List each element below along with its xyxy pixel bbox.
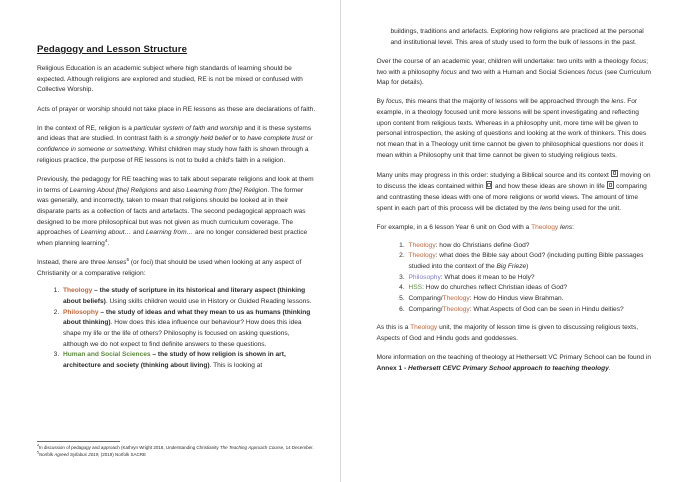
lesson-term-theology: Theology xyxy=(442,305,470,313)
list-item: 1. Theology – the study of scripture in its historical and literary aspect (thinking about beliefs). Using skills children would use in History or Guided Reading lessons. xyxy=(61,286,316,307)
lesson-term-theology: Theology xyxy=(442,294,470,302)
page-right xyxy=(342,0,683,482)
list-item: 2. Philosophy – the study of ideas and what they mean to us as humans (thinking about thinking). How does this idea influence our behaviour? How does this idea shape my life or the life of others? Philosophy is focused on asking questions, although we do not expect to find definite answers to these questions. xyxy=(61,308,316,351)
footnote-4: $^4$In discussion of pedagogy and approach (Kathryn Wright 2018, Understanding Christianity The Teaching Approach Course, 14 December. xyxy=(37,443,314,450)
paragraph-example-intro: For example, in a 6 lesson Year 6 unit on God with a Theology lens: xyxy=(376,223,574,231)
footnote-5: $^5$Norfolk Agreed Syllabus 2019, (2019) Norfolk SACRE xyxy=(37,450,147,458)
footnote-4-marker: 4 xyxy=(37,443,39,447)
lesson-term-hss: HSS xyxy=(408,284,423,292)
list-item: 1. Theology: how do Christians define God? xyxy=(407,241,654,252)
lens-list xyxy=(37,286,316,371)
list-item: 3. Philosophy: What does it mean to be Holy? xyxy=(407,273,654,284)
paragraph-intro xyxy=(37,64,316,96)
emph-learning-about-religions: Learning About [the] Religions xyxy=(69,186,158,194)
page-title: Pedagogy and Lesson Structure xyxy=(37,44,188,55)
footnote-ref-4[interactable]: 4 xyxy=(104,237,108,243)
paragraph-academic-year: Over the course of an academic year, children will undertake: two units with a theology focus; two with a philosophy focus and two with a Human and Social Sciences focus (see Curriculum Map for details). xyxy=(376,57,652,87)
emph-complete-trust: have complete trust or confidence in someone or something xyxy=(37,135,313,154)
arrow-glyph-icon xyxy=(607,181,614,188)
emph-big-frieze: Big Frieze xyxy=(496,262,527,270)
lesson-term-philosophy: Philosophy xyxy=(408,273,441,281)
list-item: 3. Human and Social Sciences – the study of how religion is shown in art, architecture and society (thinking about living). This is looking at xyxy=(61,350,316,371)
arrow-glyph-icon xyxy=(486,181,493,188)
lens-term-hss: Human and Social Sciences xyxy=(63,351,151,359)
example-lesson-list xyxy=(377,241,654,316)
paragraph-previously: Previously, the pedagogy for RE teaching was to talk about separate religions and look at them in terms of Learning About [the] Religions and also Learning from [the] Religion. The former was generally, and incorrectly, taken to mean that religions should be looked at in their disparate parts as a collection of facts and artefacts. The second pedagogical approach was designed to be more philosophical but was not given as much curriculum coverage. The approaches of Learning about… and Learning from… are no longer considered best practice when planning learning$^4$. xyxy=(37,175,314,247)
paragraph-context: In the context of RE, religion is a particular system of faith and worship and it is these systems and ideas that are studied. In contrast faith is a strongly held belief or to have complete trust or confidence in someone or something. Whilst children may study how faith is shown through a religious practice, the purpose of RE lessons is not to build a child's faith in a religion. xyxy=(37,124,313,164)
paragraph-as-this-is: As this is a Theology unit, the majority of lesson time is given to discussing religious texts, Aspects of God and Hindu gods and goddesses. xyxy=(376,324,639,342)
list-item: 6. Comparing/Theology: What Aspects of God can be seen in Hindu deities? xyxy=(407,305,654,316)
footnote-separator-rule xyxy=(37,441,120,442)
lesson-term-theology: Theology xyxy=(408,241,436,249)
emph-learning-from: Learning from… xyxy=(145,229,194,237)
lesson-term-theology: Theology xyxy=(408,252,436,260)
footnote-5-marker: 5 xyxy=(37,450,39,455)
paragraph-buildings-continuation: buildings, traditions and artefacts. Exploring how religions are practiced at the personal and institutional level. This area of study used to form the bulk of lessons in the past. xyxy=(390,28,644,46)
emph-learning-about: Learning about… xyxy=(80,229,132,237)
emph-learning-from-religion: Learning from [the] Religion xyxy=(186,186,268,194)
paragraph-more-information: More information on the teaching of theology at Hethersett VC Primary School can be found in Annex 1 - Hethersett CEVC Primary School approach to teaching theology. xyxy=(376,354,652,372)
paragraph-many-units: Many units may progress in this order: studying a Biblical source and its context moving on to discuss the ideas contained within and how these ideas are shown in life comparing and contrasting these ideas with one of more religions or world views. The amount of time spent in each part of this process will be dictated by the lens being used for the unit. xyxy=(376,171,651,212)
emph-focus: focus xyxy=(386,98,402,106)
paragraph-by-focus: By focus, this means that the majority of lessons will be approached through the lens. For example, in a theology focused unit more lessons will be spent investigating and reflecting upon content from religious texts. Whereas in a philosophy unit, more time will be given to personal introspection, the asking of questions and looking at the work of thinkers. This does not mean that in a Theology unit time cannot be given to philosophical questions nor does it mean within a Philosophy unit that time cannot be given to studying religious texts. xyxy=(376,98,647,159)
emph-lens: lens xyxy=(611,98,624,106)
footnote-ref-5[interactable]: 5 xyxy=(126,256,130,262)
emph-strongly-held-belief: a strongly held belief xyxy=(170,135,231,143)
paragraph-prayer-text: Acts of prayer or worship should not take place in RE lessons as these are declarations of faith. xyxy=(37,105,316,113)
inline-term-theology: Theology xyxy=(410,324,438,332)
lens-term-theology: Theology xyxy=(63,287,93,295)
annex-reference: Annex 1 - xyxy=(376,364,409,372)
inline-term-theology: Theology xyxy=(531,223,559,231)
arrow-glyph-icon xyxy=(611,170,618,177)
list-item: 5. Comparing/Theology: How do Hindus view Brahman. xyxy=(407,294,654,305)
paragraph-intro-text: Religious Education is an academic subject where high standards of learning should be expected. Although religions are explored and studied, RE is not be mixed or confused with Collective Worship. xyxy=(37,65,303,94)
paragraph-lenses-intro: Instead, there are three lenses$^5$ (or foci) that should be used when looking at any aspect of Christianity or a comparative religion: xyxy=(37,256,302,277)
emph-particular-system: particular system of faith and worship xyxy=(133,124,243,132)
list-item: 2. Theology: what does the Bible say about God? (including putting Bible passages studied into the context of the Big Frieze) xyxy=(407,251,654,272)
list-item: 4. HSS: How do churches reflect Christian ideas of God? xyxy=(407,283,654,294)
paragraph-prayer xyxy=(37,105,316,116)
annex-title: Hethersett CEVC Primary School approach to teaching theology xyxy=(408,364,609,372)
lens-term-philosophy: Philosophy xyxy=(63,308,99,316)
footnote-area xyxy=(37,441,316,461)
emph-lenses: lenses xyxy=(107,259,127,267)
